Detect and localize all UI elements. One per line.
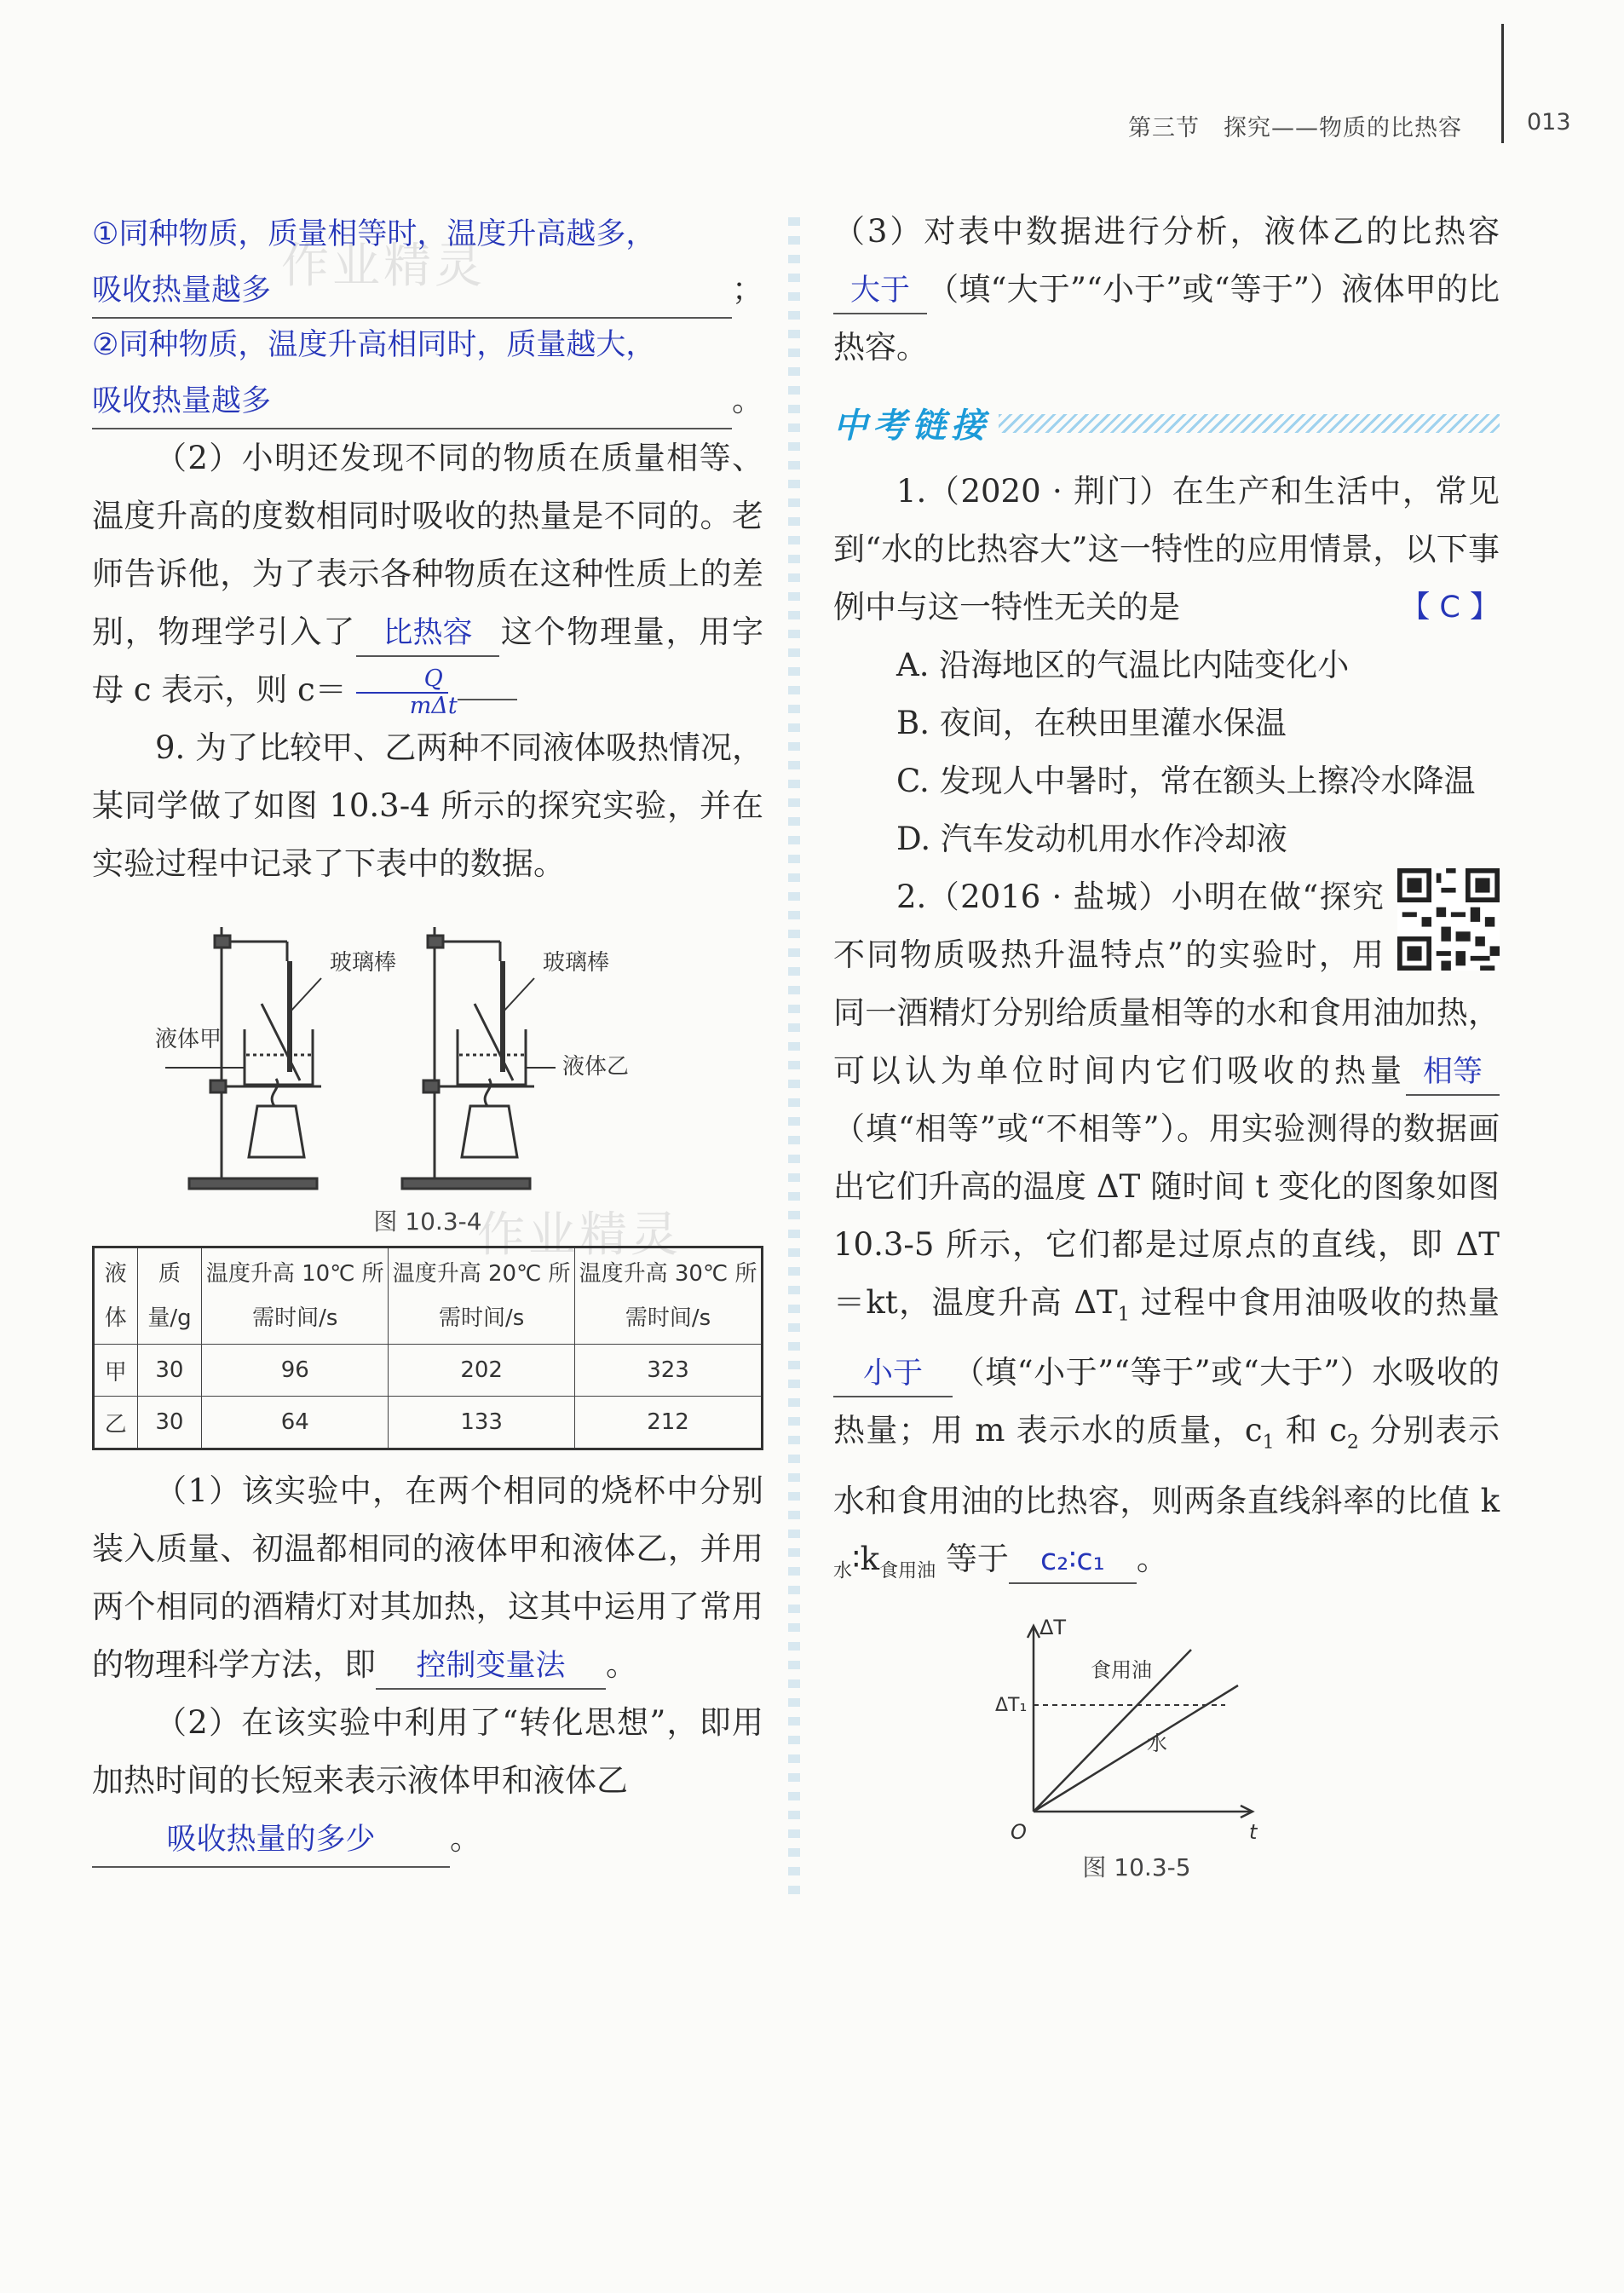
figure-caption-10-3-5: 图 10.3-5	[1082, 1853, 1191, 1882]
period: 。	[732, 382, 763, 418]
option-b: B. 夜间，在秧田里灌水保温	[896, 705, 1287, 741]
left-column: ①同种物质，质量相等时，温度升高越多， 吸收热量越多 ； ②同种物质，温度升高相同时，质量越大， 吸收热量越多 。 （2）小明还发现不同的物质在质量相等、温度升高的度数相同时吸收的热量是不同的。老师告诉他，为了表示各种物质在这种性质上的差别，物理学引入了 比热容 这个物理量，用字母 c 表示，则 c＝ $\frac{Q}{\text{mΔt}}$ 9. 为了比较甲、乙两种不同液体吸热情况，某同学做了如图 10.3-4 所示的探究实验，并在实验过程中记录了下表中的数据。 玻璃棒 液体甲 玻璃棒 液体乙 图 10.3-4 液体 质量/g 温度升高 10℃ 所需时间/s 温度升高 20℃ 所需时间/s 温度升高 30℃ 所需时间/s 甲 30 96 202 323 乙 30 64 133 212 （1）该实验中，在两个相同的烧杯中分别装入质量、初温都相同的液体甲和液体乙，并用两个相同的酒精灯对其加热，这其中运用了常用的物理科学方法，即 控制变量法 。 （2）在该实验中利用了“转化思想”，即用加热时间的长短来表示液体甲和液体乙 吸收热量的多少 。	[92, 203, 763, 1868]
answer-8-1-a: ①同种物质，质量相等时，温度升高越多，	[92, 217, 656, 251]
figure-10-3-5	[995, 1616, 1276, 1846]
section-bar	[999, 414, 1500, 433]
section-header	[833, 399, 1500, 447]
section-title: 中考链接	[833, 406, 990, 446]
table-row	[94, 1397, 763, 1449]
y-axis-label: ΔT	[1039, 1616, 1067, 1640]
table-header: 温度升高 20℃ 所需时间/s	[389, 1247, 575, 1345]
option-a: A. 沿海地区的气温比内陆变化小	[896, 647, 1350, 683]
figure-caption-10-3-4: 图 10.3-4	[373, 1207, 482, 1236]
label-rod-right: 玻璃棒	[543, 950, 610, 976]
table-cell: 323	[575, 1345, 763, 1397]
right-column	[833, 203, 1500, 1892]
option-c: C. 发现人中暑时，常在额头上擦冷水降温	[896, 763, 1476, 799]
question-9-1: （1）该实验中，在两个相同的烧杯中分别装入质量、初温都相同的液体甲和液体乙，并用两个相同的酒精灯对其加热，这其中运用了常用的物理科学方法，即 控制变量法 。	[92, 1462, 763, 1694]
table-header: 温度升高 10℃ 所需时间/s	[202, 1247, 389, 1345]
table-header: 质量/g	[137, 1247, 202, 1345]
column-divider	[788, 217, 800, 1904]
table-cell: 30	[137, 1397, 202, 1449]
answer-1: 【 C 】	[1400, 591, 1500, 625]
table-cell: 甲	[94, 1345, 138, 1397]
water-label: 水	[1147, 1731, 1167, 1756]
table-header: 温度升高 30℃ 所需时间/s	[575, 1247, 763, 1345]
header-title: 第三节 探究——物质的比热容	[1128, 115, 1462, 141]
table-cell: 64	[202, 1397, 389, 1449]
table-cell: 212	[575, 1397, 763, 1449]
table-cell: 30	[137, 1345, 202, 1397]
answer-9-3: 大于	[833, 268, 927, 314]
question-2: 2.（2016 · 盐城）小明在做“探究不同物质吸热升温特点”的实验时，用同一酒精灯分别给质量相等的水和食用油加热，可以认为单位时间内它们吸收的热量 相等（填“相等”或“不相等”）。用实验测得的数据画出它们升高的温度 ΔT 随时间 t 变化的图象如图 10.3-5 所示，它们都是过原点的直线，即 ΔT＝kt，温度升高 $\Delta T_1$ 过程中食用油吸收的热量小于 （填“小于”“等于”或“大于”）水吸收的热量；用 m 表示水的质量，$c_1$ 和 $c_2$ 分别表示水和食用油的比热容，则两条直线斜率的比值 $k_水∶k_{食用油}$ 等于 c₂∶c₁ 。	[833, 868, 1500, 1600]
answer-9-2: 吸收热量的多少	[92, 1813, 450, 1868]
table-header-row	[94, 1247, 763, 1345]
answer-2-c: c₂∶c₁	[1009, 1538, 1137, 1584]
table-cell: 96	[202, 1345, 389, 1397]
question-1: 1.（2020 · 荆门）在生产和生活中，常见到“水的比热容大”这一特性的应用情景，以下事例中与这一特性无关的是 【 C 】	[833, 463, 1500, 637]
answer-8-1-b: ②同种物质，温度升高相同时，质量越大，	[92, 328, 656, 362]
page-number: 013	[1527, 109, 1571, 135]
origin-label: O	[1011, 1820, 1027, 1845]
formula-fraction: $\frac{Q}{\text{mΔt}}$	[347, 666, 458, 719]
label-liquid-b: 液体乙	[562, 1054, 630, 1080]
table-cell: 乙	[94, 1397, 138, 1449]
answer-8-2-a: 比热容	[356, 611, 499, 657]
x-axis-label: t	[1249, 1820, 1258, 1845]
answer-2-b: 小于	[833, 1351, 953, 1397]
watermark: 作业精灵	[477, 1207, 682, 1263]
watermark: 作业精灵	[281, 239, 486, 294]
table-cell: 202	[389, 1345, 575, 1397]
table-header: 液体	[94, 1247, 138, 1345]
oil-label: 食用油	[1091, 1658, 1152, 1683]
answer-8-1-a2: 吸收热量越多	[92, 264, 732, 319]
question-9-2: （2）在该实验中利用了“转化思想”，即用加热时间的长短来表示液体甲和液体乙	[92, 1704, 763, 1799]
question-8-2: （2）小明还发现不同的物质在质量相等、温度升高的度数相同时吸收的热量是不同的。老师告诉他，为了表示各种物质在这种性质上的差别，物理学引入了 比热容 这个物理量，用字母 c 表示，则 c＝ $\frac{Q}{\text{mΔt}}$	[92, 440, 763, 719]
answer-9-1: 控制变量法	[376, 1644, 606, 1690]
semicolon: ；	[732, 271, 763, 308]
label-rod-left: 玻璃棒	[330, 950, 397, 976]
dt1-label: ΔT₁	[995, 1695, 1028, 1717]
table-cell: 133	[389, 1397, 575, 1449]
question-9: 9. 为了比较甲、乙两种不同液体吸热情况，某同学做了如图 10.3-4 所示的探究实验，并在实验过程中记录了下表中的数据。	[92, 729, 763, 882]
question-9-3: （3）对表中数据进行分析，液体乙的比热容大于 （填“大于”“小于”或“等于”）液体甲的比热容。	[833, 213, 1500, 366]
header-rule	[1501, 24, 1504, 143]
data-table	[92, 1246, 763, 1450]
answer-2-a: 相等	[1406, 1050, 1500, 1096]
label-liquid-a: 液体甲	[155, 1027, 222, 1052]
option-d: D. 汽车发动机用水作冷却液	[896, 821, 1287, 857]
answer-8-1-b2: 吸收热量越多	[92, 375, 732, 429]
figure-10-3-4	[155, 910, 700, 1200]
qr-code	[1397, 868, 1500, 971]
table-row	[94, 1345, 763, 1397]
